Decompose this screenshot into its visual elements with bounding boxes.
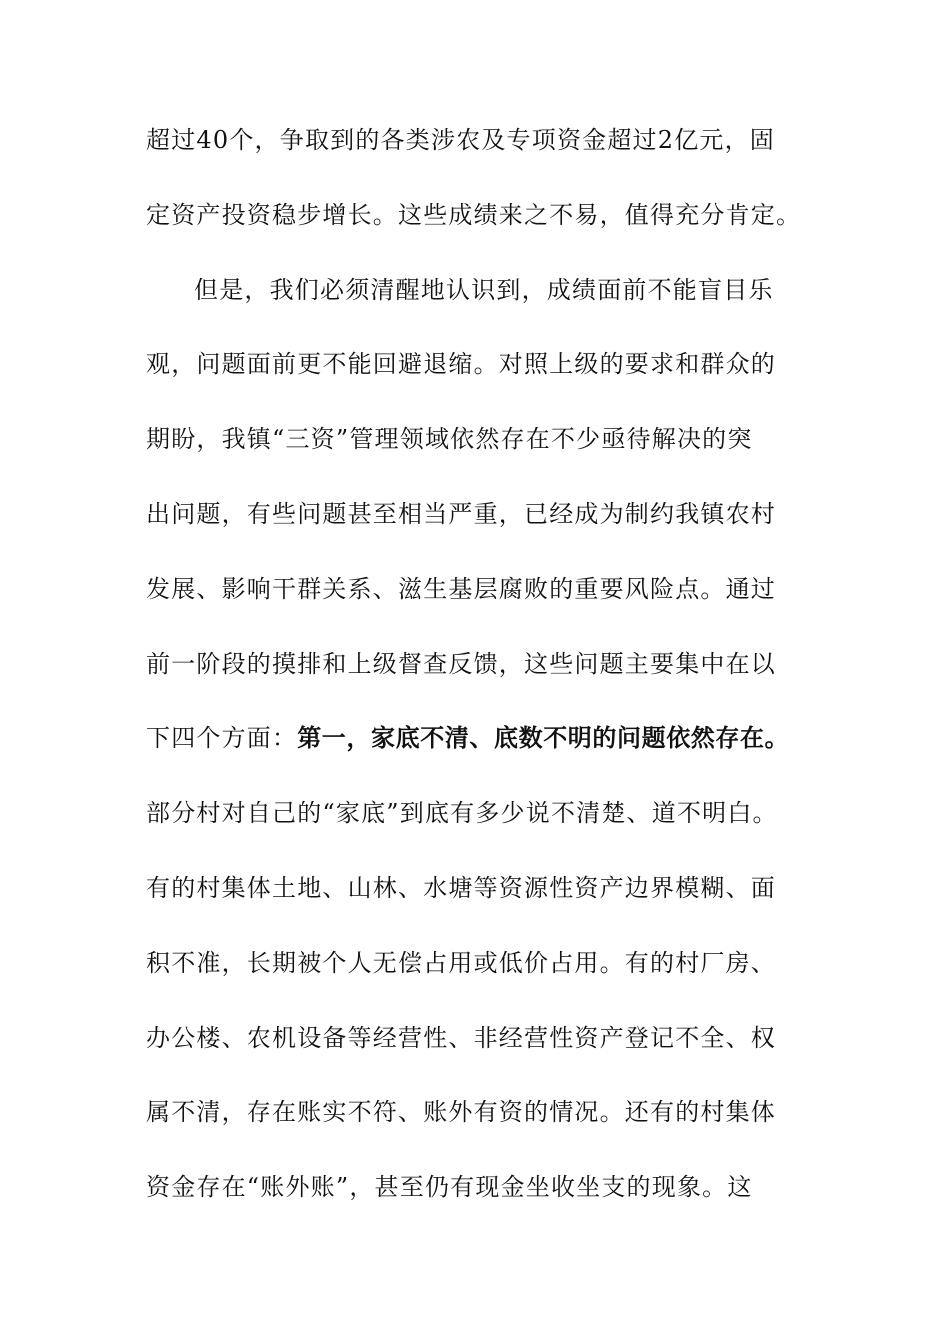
text-line: 前一阶段的摸排和上级督查反馈，这些问题主要集中在以 [146, 649, 776, 678]
document-body [146, 114, 811, 1236]
text-line: 期盼，我镇“三资”管理领域依然存在不少亟待解决的突 [146, 425, 753, 454]
text-line: 出问题，有些问题甚至相当严重，已经成为制约我镇农村 [146, 499, 776, 528]
text-line: 部分村对自己的“家底”到底有多少说不清楚、道不明白。 [146, 799, 778, 828]
text-line: 发展、影响干群关系、滋生基层腐败的重要风险点。通过 [146, 574, 776, 603]
text-normal-segment: 下四个方面： [146, 724, 298, 753]
paragraph-start-line: 但是，我们必须清醒地认识到，成绩面前不能盲目乐 [194, 275, 774, 304]
text-line: 定资产投资稳步增长。这些成绩来之不易，值得充分肯定。 [146, 200, 802, 229]
text-line-with-bold [146, 712, 811, 787]
text-line: 积不准，长期被个人无偿占用或低价占用。有的村厂房、 [146, 948, 776, 977]
text-line: 办公楼、农机设备等经营性、非经营性资产登记不全、权 [146, 1023, 776, 1052]
text-line: 属不清，存在账实不符、账外有资的情况。还有的村集体 [146, 1098, 776, 1127]
text-line: 超过40个，争取到的各类涉农及专项资金超过2亿元，固 [146, 126, 776, 154]
text-line: 观，问题面前更不能回避退缩。对照上级的要求和群众的 [146, 350, 776, 379]
bold-heading-segment: 第一，家底不清、底数不明的问题依然存在。 [297, 723, 790, 753]
text-line: 资金存在“账外账”，甚至仍有现金坐收坐支的现象。这 [146, 1173, 753, 1202]
text-line: 有的村集体土地、山林、水塘等资源性资产边界模糊、面 [146, 873, 776, 902]
